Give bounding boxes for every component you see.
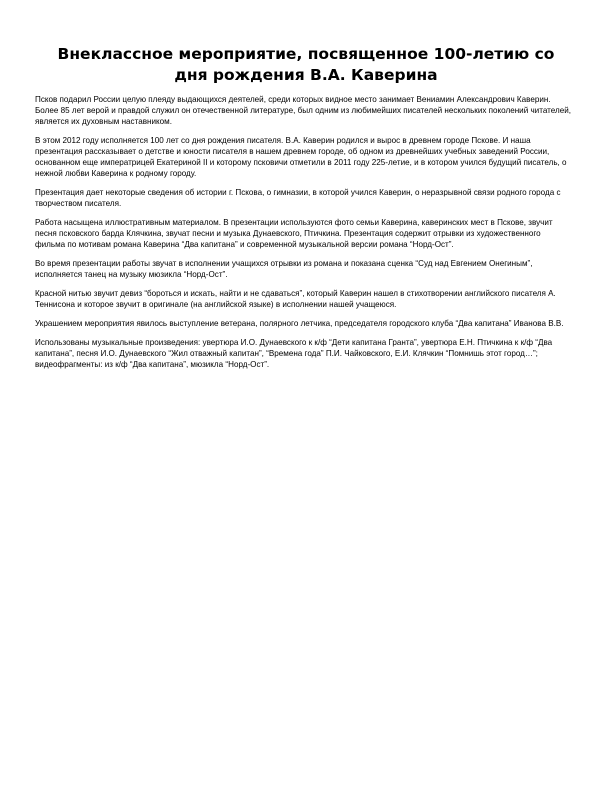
paragraph-veteran: Украшением мероприятия явилось выступление ветерана, полярного летчика, председателя городского клуба “Два капитана” Иванова В.В.	[35, 319, 564, 328]
paragraph-history: Презентация дает некоторые сведения об истории г. Пскова, о гимназии, в которой учился Каверин, о неразрывной связи родного города с творчеством писателя.	[35, 188, 561, 208]
paragraph-performances: Во время презентации работы звучат в исполнении учащихся отрывки из романа и показана сценка “Суд над Евгением Онегиным”, исполняется танец на музыку мюзикла “Норд-Ост”.	[35, 259, 533, 279]
document-title: Внеклассное мероприятие, посвященное 100-летию со дня рождения В.А. Каверина	[57, 45, 555, 84]
paragraph-intro: Псков подарил России целую плеяду выдающихся деятелей, среди которых видное место занимает Вениамин Александрович Каверин. Более 85 лет верой и правдой служил он отечественной литературе, был одним из любимейших писателей нескольких поколений читателей, является их духовным наставником.	[35, 95, 571, 126]
paragraph-motto: Красной нитью звучит девиз “бороться и искать, найти и не сдаваться”, который Каверин нашел в стихотворении английского писателя А. Теннисона и которое звучит в оригинале (на английской языке) в исполнении нашей учащеюся.	[35, 289, 556, 309]
paragraph-illustrations: Работа насыщена иллюстративным материалом. В презентации используются фото семьи Каверина, каверинских мест в Пскове, звучит песня псковского барда Клячкина, звучат песни и музыка Дунаевского, Птичкина. Презентация содержит отрывки из художественного фильма по мотивам романа Каверина “Два капитана” и современной музыкальной версии романа “Норд-Ост”.	[35, 218, 553, 249]
paragraph-music: Использованы музыкальные произведения: увертюра И.О. Дунаевского к к/ф “Дети капитана Гранта”, увертюра Е.Н. Птичкина к к/ф “Два капитана”, песня И.О. Дунаевского “Жил отважный капитан”, “Времена года” П.И. Чайковского, Е.И. Клячкин “Помнишь этот город…”; видеофрагменты: из к/ф “Два капитана”, мюзикла “Норд-Ост”.	[35, 338, 553, 369]
paragraph-anniversary: В этом 2012 году исполняется 100 лет со дня рождения писателя. В.А. Каверин родился и вырос в древнем городе Пскове. И наша презентация рассказывает о детстве и юности писателя в нашем древнем городе, об одном из древнейших учебных заведений России, основанном еще императрицей Екатериной II и которому псковичи отметили в 2011 году 225-летие, и в котором учился будущий писатель, о нежной любви Каверина к родному городу.	[35, 136, 567, 178]
